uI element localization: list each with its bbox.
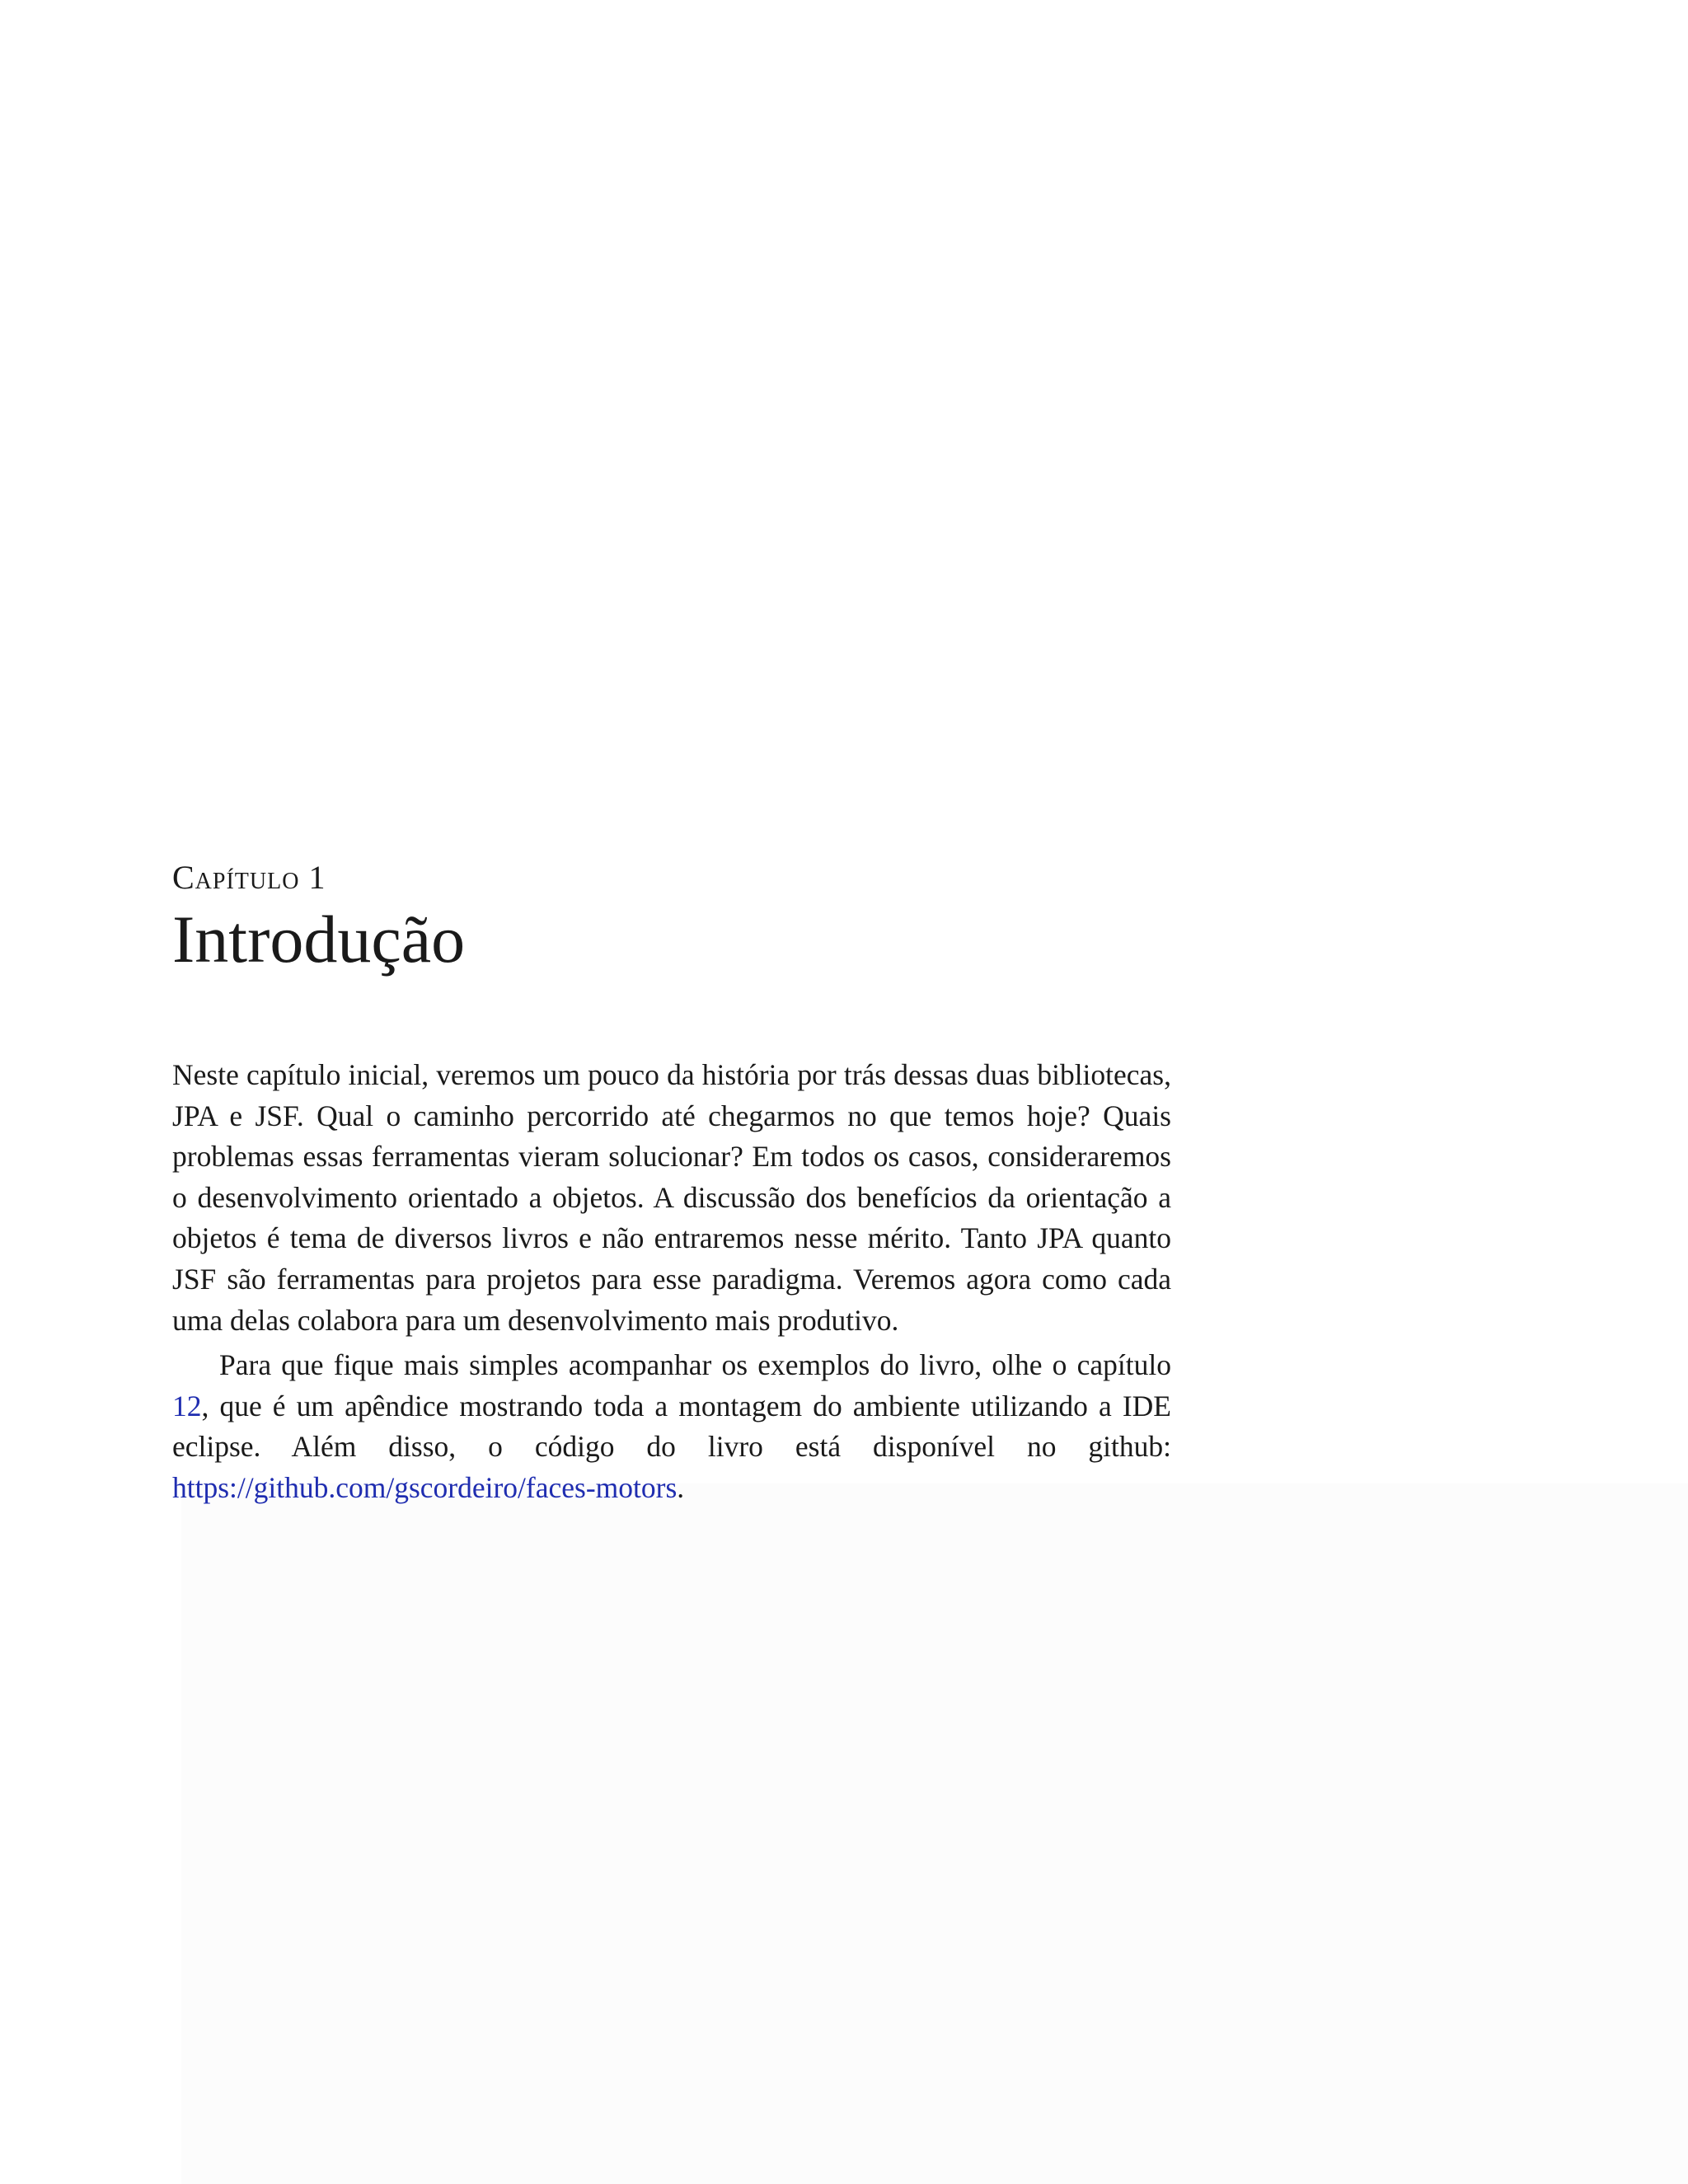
setup-paragraph xyxy=(172,1345,1171,1508)
chapter-label: Capítulo 1 xyxy=(172,859,326,896)
chapter-12-link[interactable]: 12 xyxy=(172,1389,202,1422)
setup-paragraph-text-start: Para que fique mais simples acompanhar os exemplos do livro, olhe o capítulo xyxy=(219,1348,1171,1382)
chapter-body xyxy=(172,1055,1171,1509)
setup-paragraph-text-end: . xyxy=(677,1470,685,1504)
intro-paragraph: Neste capítulo inicial, veremos um pouco da história por trás dessas duas bibliotecas, JPA e JSF. Qual o caminho percorrido até chegarmos no que temos hoje? Quais problemas essas ferramentas vieram solucionar? Em todos os casos, consideraremos o desenvolvimento orientado a objetos. A discussão dos benefícios da orientação a objetos é tema de diversos livros e não entraremos nesse mérito. Tanto JPA quanto JSF são ferramentas para projetos para esse paradigma. Veremos agora como cada uma delas colabora para um desenvolvimento mais produtivo. xyxy=(172,1058,1171,1337)
chapter-heading xyxy=(172,857,1178,981)
page-background-shade xyxy=(181,1483,1688,2184)
github-link[interactable]: https://github.com/gscordeiro/faces-motors xyxy=(172,1470,678,1504)
setup-paragraph-text-middle: , que é um apêndice mostrando toda a montagem do ambiente utilizando a IDE eclipse. Além disso, o código do livro está disponível no github: xyxy=(172,1389,1171,1464)
chapter-title: Introdução xyxy=(172,902,466,977)
